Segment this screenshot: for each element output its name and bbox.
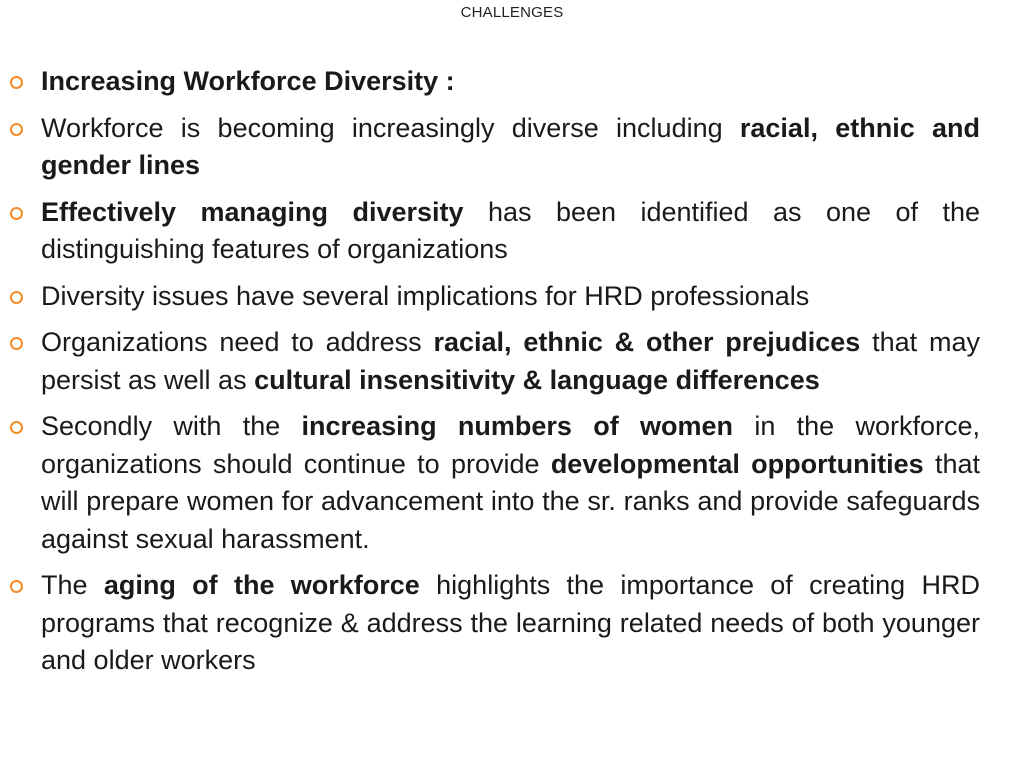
bullet-item <box>10 63 980 101</box>
bullet-text-bold: developmental opportunities <box>550 448 924 479</box>
bullet-text: in the workforce, organizations should continue to provide <box>41 411 981 479</box>
bullet-item <box>10 194 980 269</box>
bullet-text: Workforce is becoming increasingly diverse including <box>41 112 740 143</box>
slide-title: CHALLENGES <box>460 4 564 21</box>
bullet-text: The <box>41 570 104 600</box>
bullet-text: that may persist as well as <box>41 327 980 395</box>
bullet-text-bold: racial, ethnic and gender lines <box>41 112 980 180</box>
hollow-circle-icon <box>10 207 23 220</box>
hollow-circle-icon <box>10 291 23 304</box>
hollow-circle-icon <box>10 123 23 136</box>
bullet-item <box>10 567 980 680</box>
hollow-circle-icon <box>10 337 23 350</box>
bullet-item <box>10 278 980 316</box>
bullet-text: that will prepare women for advancement into the sr. ranks and provide safeguards against sexual harassment. <box>41 448 980 554</box>
bullet-text-bold: increasing numbers of women <box>301 411 734 441</box>
hollow-circle-icon <box>10 421 23 434</box>
bullet-text: Secondly with the <box>41 411 302 441</box>
bullet-text-bold: aging of the workforce <box>103 570 420 600</box>
hollow-circle-icon <box>10 76 23 89</box>
bullet-text-bold: racial, ethnic & other prejudices <box>433 327 861 357</box>
bullet-item <box>10 110 980 185</box>
bullet-item <box>10 408 980 558</box>
bullet-text-bold: cultural insensitivity & language differences <box>254 364 820 395</box>
bullet-text-bold: Effectively managing diversity <box>41 196 464 227</box>
bullet-text: highlights the importance of creating HRD programs that recognize & address the learning related needs of both younger and older workers <box>41 570 980 675</box>
bullet-text: Diversity issues have several implications for HRD professionals <box>41 280 810 311</box>
bullet-text: Organizations need to address <box>41 327 434 357</box>
hollow-circle-icon <box>10 580 23 593</box>
bullet-text: has been identified as one of the distinguishing features of organizations <box>41 196 980 264</box>
bullet-text-bold: Increasing Workforce Diversity : <box>41 66 455 96</box>
bullet-item <box>10 324 980 399</box>
bullet-list <box>10 63 980 689</box>
